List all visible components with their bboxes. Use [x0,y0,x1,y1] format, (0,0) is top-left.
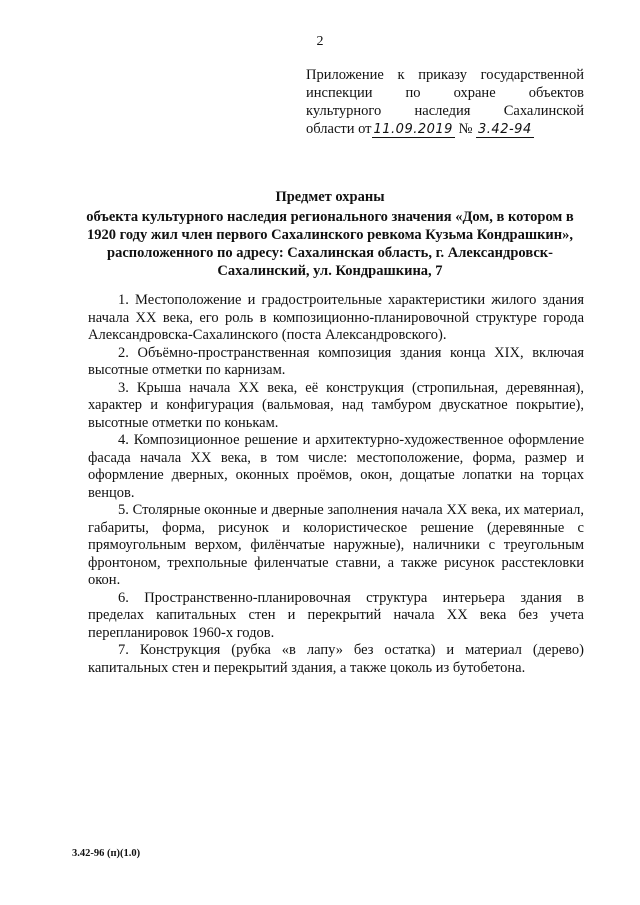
title-subtitle: объекта культурного наследия регионального значения «Дом, в котором в 1920 году жил член первого Сахалинского ревкома Кузьма Кондрашкин», расположенного по адресу: Сахалинская область, г. Александровск-Сахалинский, ул. Кондрашкина, 7 [86,209,574,279]
list-item: 6. Пространственно-планировочная структура интерьера здания в пределах капитальных стен и перекрытий начала XX века без учета перепланировок 1960-х годов. [88,589,584,641]
appendix-header [306,66,584,139]
list-item: 3. Крыша начала XX века, её конструкция (стропильная, деревянная), характер и конфигурация (вальмовая, над тамбуром двускатное покрытие), высотные отметки по конькам. [88,379,584,431]
title-main: Предмет охраны [275,189,385,205]
list-item: 2. Объёмно-пространственная композиция здания конца XIX, включая высотные отметки по карнизам. [88,344,584,378]
appendix-line-3: культурного наследия Сахалинской [306,103,584,119]
number-sign: № [458,121,473,137]
appendix-line-1: Приложение к приказу государственной [306,67,584,83]
protection-items-list [88,292,584,677]
appendix-date-prefix: области от [306,121,372,137]
appendix-line-2: инспекции по охране объектов [306,85,584,101]
order-number: 3.42-94 [478,122,532,137]
list-item: 7. Конструкция (рубка «в лапу» без остатка) и материал (дерево) капитальных стен и перекрытий здания, а также цоколь из бутобетона. [88,642,584,676]
list-item: 1. Местоположение и градостроительные характеристики жилого здания начала XX века, его роль в композиционно-планировочной структуре города Александровска-Сахалинского (поста Александровского). [88,292,584,343]
list-item: 5. Столярные оконные и дверные заполнения начала XX века, их материал, габариты, форма, рисунок и колористическое решение (деревянные с прямоугольным верхом, филёнчатые наружные), наличники с треугольным фронтоном, трехпольные филенчатые ставни, а также рисунок расстекловки окон. [88,502,584,588]
appendix-line-4 [306,120,584,139]
page-number: 2 [316,34,324,49]
list-item: 4. Композиционное решение и архитектурно-художественное оформление фасада начала XX века, в том числе: местоположение, форма, размер и оформление дверных, оконных проёмов, окон, дощатые лопатки на торцах венцов. [88,432,584,501]
document-code: 3.42-96 (п)(1.0) [72,848,141,859]
document-title [70,188,590,280]
order-date: 11.09.2019 [373,122,453,137]
